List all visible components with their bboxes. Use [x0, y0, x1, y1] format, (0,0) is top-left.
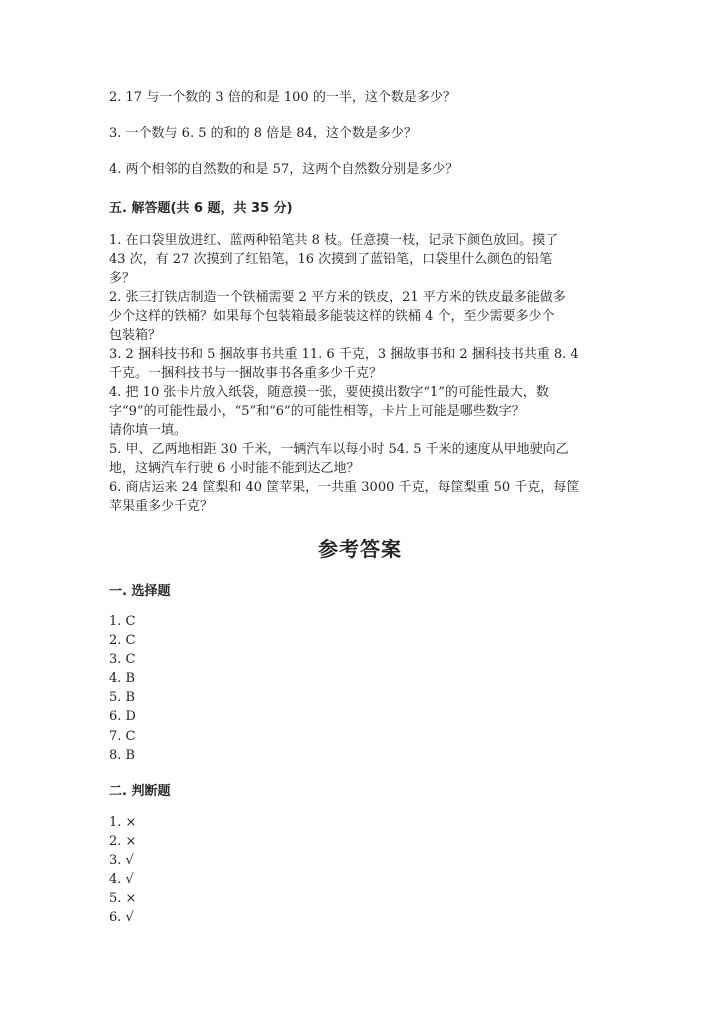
answer-item: 7. C — [109, 728, 136, 744]
question-text: 2. 17 与一个数的 3 倍的和是 100 的一半，这个数是多少？ — [109, 90, 456, 105]
answer-item: 5. × — [109, 891, 137, 907]
question-line: 3. 2 捆科技书和 5 捆故事书共重 11. 6 千克，3 捆故事书和 2 捆科技书共重 8. 4 — [109, 347, 579, 362]
answer-list — [109, 612, 136, 765]
question-line: 5. 甲、乙两地相距 30 千米，一辆汽车以每小时 54. 5 千米的速度从甲地驶向乙 — [109, 442, 569, 457]
answer-item: 5. B — [109, 690, 136, 706]
question-line: 请你填一填。 — [109, 423, 188, 438]
question-line: 地，这辆汽车行驶 6 小时能不能到达乙地？ — [109, 461, 360, 476]
answer-item: 3. C — [109, 652, 136, 668]
answer-list — [109, 813, 136, 928]
section-heading: 二. 判断题 — [109, 784, 171, 799]
answer-item: 8. B — [109, 747, 136, 763]
question-text: 4. 两个相邻的自然数的和是 57，这两个自然数分别是多少？ — [109, 162, 459, 177]
question-line: 4. 把 10 张卡片放入纸袋，随意摸一张，要使摸出数字“1”的可能性最大，数 — [109, 385, 549, 400]
question-line: 6. 商店运来 24 筐梨和 40 筐苹果，一共重 3000 千克，每筐梨重 50 千克，每筐 — [109, 480, 580, 495]
question-line: 43 次，有 27 次摸到了红铅笔，16 次摸到了蓝铅笔，口袋里什么颜色的铅笔 — [109, 252, 553, 267]
question-line: 少个这样的铁桶？如果每个包装箱最多能装这样的铁桶 4 个，至少需要多少个 — [109, 309, 555, 324]
answer-item: 1. C — [109, 614, 136, 629]
question-line: 1. 在口袋里放进红、蓝两种铅笔共 8 枝。任意摸一枝，记录下颜色放回。摸了 — [109, 233, 559, 248]
section-heading: 五. 解答题(共 6 题，共 35 分) — [109, 201, 293, 216]
question-line: 字“9”的可能性最小，“5”和“6”的可能性相等，卡片上可能是哪些数字？ — [109, 404, 525, 419]
question-line: 苹果重多少千克？ — [109, 499, 214, 514]
answer-item: 4. √ — [109, 872, 134, 888]
answer-item: 2. × — [109, 834, 137, 850]
answer-item: 6. √ — [109, 910, 134, 926]
answer-item: 4. B — [109, 671, 136, 687]
answer-title: 参考答案 — [318, 537, 402, 561]
answer-item: 1. × — [109, 815, 137, 830]
question-line: 多？ — [109, 271, 136, 286]
section-heading: 一. 选择题 — [109, 584, 171, 599]
answer-item: 2. C — [109, 633, 136, 649]
question-line: 千克。一捆科技书与一捆故事书各重多少千克？ — [109, 366, 383, 381]
answer-item: 6. D — [109, 709, 136, 725]
question-line: 包装箱？ — [109, 328, 162, 343]
answer-item: 3. √ — [109, 853, 134, 869]
question-line: 2. 张三打铁店制造一个铁桶需要 2 平方米的铁皮，21 平方米的铁皮最多能做多 — [109, 290, 566, 305]
question-text: 3. 一个数与 6. 5 的和的 8 倍是 84，这个数是多少？ — [109, 126, 417, 141]
